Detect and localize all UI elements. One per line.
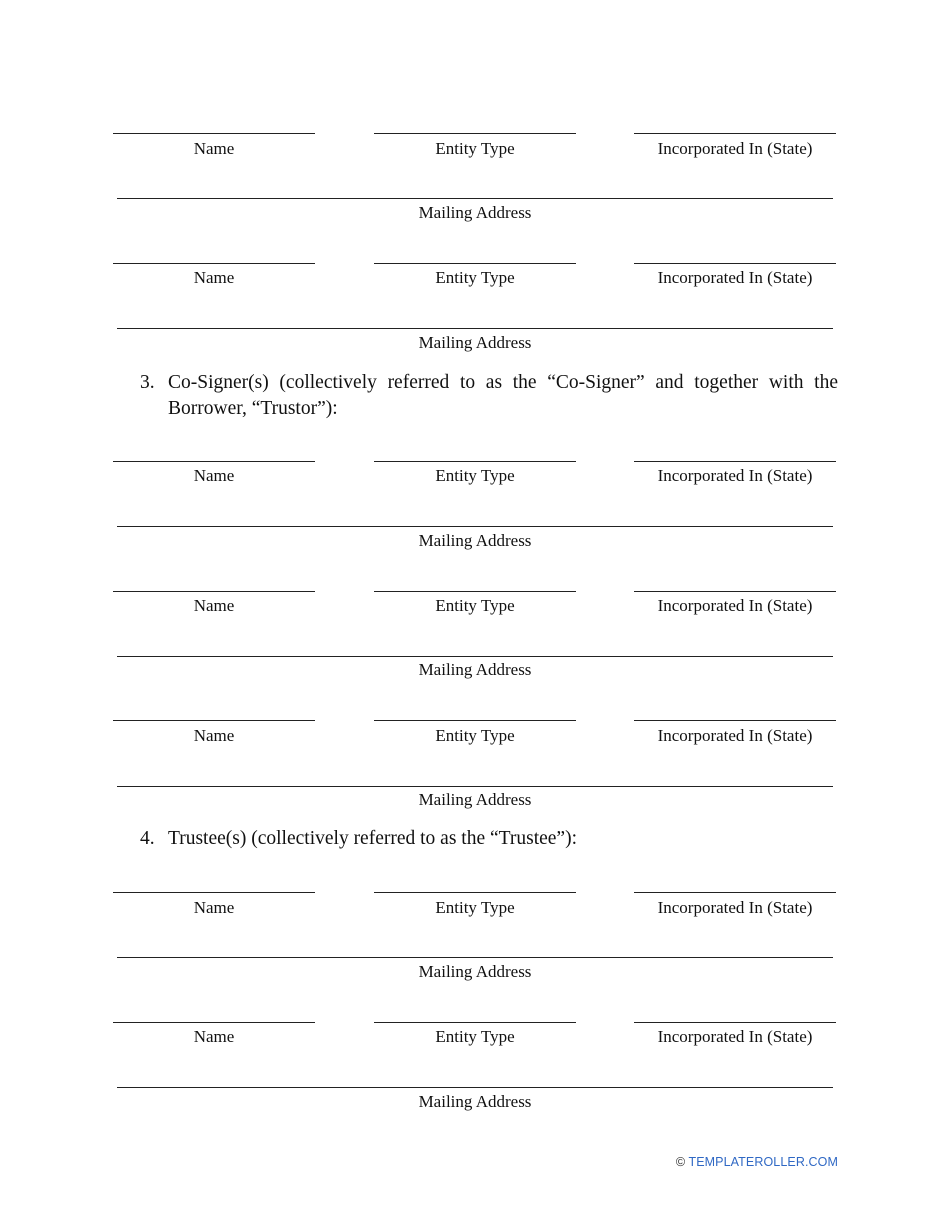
incorporated-state-field-line[interactable] — [634, 1022, 836, 1023]
entity-type-field-line[interactable] — [374, 892, 576, 893]
name-label: Name — [193, 268, 235, 287]
mailing-address-label: Mailing Address — [418, 1092, 532, 1111]
incorporated-state-field-line[interactable] — [634, 892, 836, 893]
entity-type-label: Entity Type — [435, 268, 515, 287]
incorporated-state-label: Incorporated In (State) — [657, 466, 813, 485]
section-text: Trustee(s) (collectively referred to as the “Trustee”): — [168, 828, 577, 849]
incorporated-state-label: Incorporated In (State) — [657, 726, 813, 745]
section-trustee-heading — [140, 826, 838, 852]
name-field-line[interactable] — [113, 720, 315, 721]
entity-type-field-line[interactable] — [374, 1022, 576, 1023]
incorporated-state-field-line[interactable] — [634, 591, 836, 592]
name-label: Name — [193, 898, 235, 917]
mailing-address-field-line[interactable] — [117, 786, 833, 787]
section-number: 4. — [140, 828, 155, 849]
name-label: Name — [193, 1027, 235, 1046]
entity-type-field-line[interactable] — [374, 263, 576, 264]
section-text: Co-Signer(s) (collectively referred to as the “Co-Signer” and together with the Borrower, “Trustor”): — [168, 372, 838, 419]
mailing-address-label: Mailing Address — [418, 333, 532, 352]
entity-type-field-line[interactable] — [374, 461, 576, 462]
name-field-line[interactable] — [113, 591, 315, 592]
incorporated-state-field-line[interactable] — [634, 263, 836, 264]
mailing-address-field-line[interactable] — [117, 198, 833, 199]
footer-credit — [676, 1155, 838, 1169]
incorporated-state-label: Incorporated In (State) — [657, 898, 813, 917]
name-label: Name — [193, 596, 235, 615]
name-label: Name — [193, 726, 235, 745]
entity-type-label: Entity Type — [435, 139, 515, 158]
copyright-symbol: © — [675, 1155, 686, 1169]
name-label: Name — [193, 466, 235, 485]
name-field-line[interactable] — [113, 892, 315, 893]
templateroller-link[interactable]: TEMPLATEROLLER.COM — [688, 1155, 838, 1169]
mailing-address-field-line[interactable] — [117, 328, 833, 329]
entity-type-label: Entity Type — [435, 898, 515, 917]
mailing-address-label: Mailing Address — [418, 962, 532, 981]
entity-type-label: Entity Type — [435, 1027, 515, 1046]
name-field-line[interactable] — [113, 133, 315, 134]
section-co-signer-heading — [140, 370, 838, 422]
section-number: 3. — [140, 372, 155, 393]
entity-type-field-line[interactable] — [374, 720, 576, 721]
mailing-address-field-line[interactable] — [117, 957, 833, 958]
mailing-address-field-line[interactable] — [117, 1087, 833, 1088]
name-field-line[interactable] — [113, 1022, 315, 1023]
mailing-address-label: Mailing Address — [418, 790, 532, 809]
incorporated-state-label: Incorporated In (State) — [657, 268, 813, 287]
incorporated-state-label: Incorporated In (State) — [657, 1027, 813, 1046]
incorporated-state-field-line[interactable] — [634, 133, 836, 134]
incorporated-state-label: Incorporated In (State) — [657, 139, 813, 158]
entity-type-label: Entity Type — [435, 596, 515, 615]
entity-type-label: Entity Type — [435, 466, 515, 485]
entity-type-label: Entity Type — [435, 726, 515, 745]
entity-type-field-line[interactable] — [374, 591, 576, 592]
mailing-address-label: Mailing Address — [418, 660, 532, 679]
incorporated-state-field-line[interactable] — [634, 461, 836, 462]
incorporated-state-field-line[interactable] — [634, 720, 836, 721]
incorporated-state-label: Incorporated In (State) — [657, 596, 813, 615]
mailing-address-field-line[interactable] — [117, 526, 833, 527]
mailing-address-label: Mailing Address — [418, 531, 532, 550]
mailing-address-label: Mailing Address — [418, 203, 532, 222]
mailing-address-field-line[interactable] — [117, 656, 833, 657]
name-field-line[interactable] — [113, 263, 315, 264]
entity-type-field-line[interactable] — [374, 133, 576, 134]
name-label: Name — [193, 139, 235, 158]
name-field-line[interactable] — [113, 461, 315, 462]
